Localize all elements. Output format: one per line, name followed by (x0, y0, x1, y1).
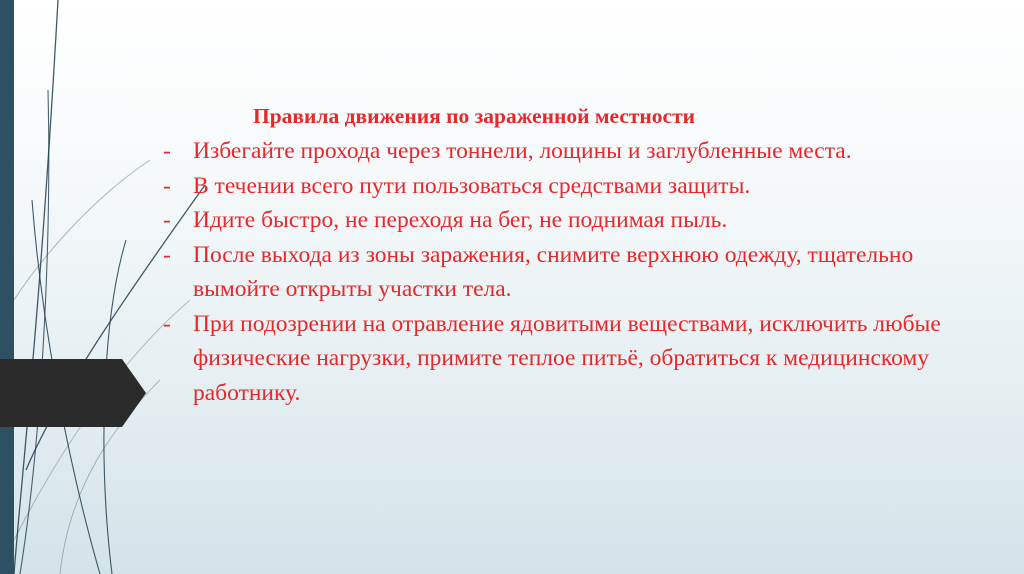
bullet-dash: - (163, 310, 171, 337)
arrow-tab-shape (0, 359, 146, 427)
list-item (163, 307, 953, 411)
bullet-dash: - (163, 207, 171, 233)
rules-list (163, 134, 953, 410)
bullet-dash: - (163, 241, 171, 268)
list-item (163, 238, 953, 307)
list-item-text: При подозрении на отравление ядовитыми веществами, исключить любые физические нагрузки, примите теплое питьё, обратиться к медицинскому работнику. (193, 310, 941, 406)
list-item (163, 169, 953, 204)
list-item-text: Идите быстро, не переходя на бег, не поднимая пыль. (193, 207, 728, 233)
slide-title: Правила движения по зараженной местности (253, 104, 696, 128)
slide-content (163, 98, 953, 410)
list-item-text: После выхода из зоны заражения, снимите верхнюю одежду, тщательно вымойте открыты участки тела. (193, 241, 914, 302)
list-item (163, 134, 953, 169)
list-item-text: Избегайте прохода через тоннели, лощины и заглубленные места. (193, 138, 852, 164)
bullet-dash: - (163, 172, 171, 199)
bullet-dash: - (163, 138, 171, 164)
list-item-text: В течении всего пути пользоваться средствами защиты. (193, 172, 751, 199)
list-item (163, 203, 953, 238)
